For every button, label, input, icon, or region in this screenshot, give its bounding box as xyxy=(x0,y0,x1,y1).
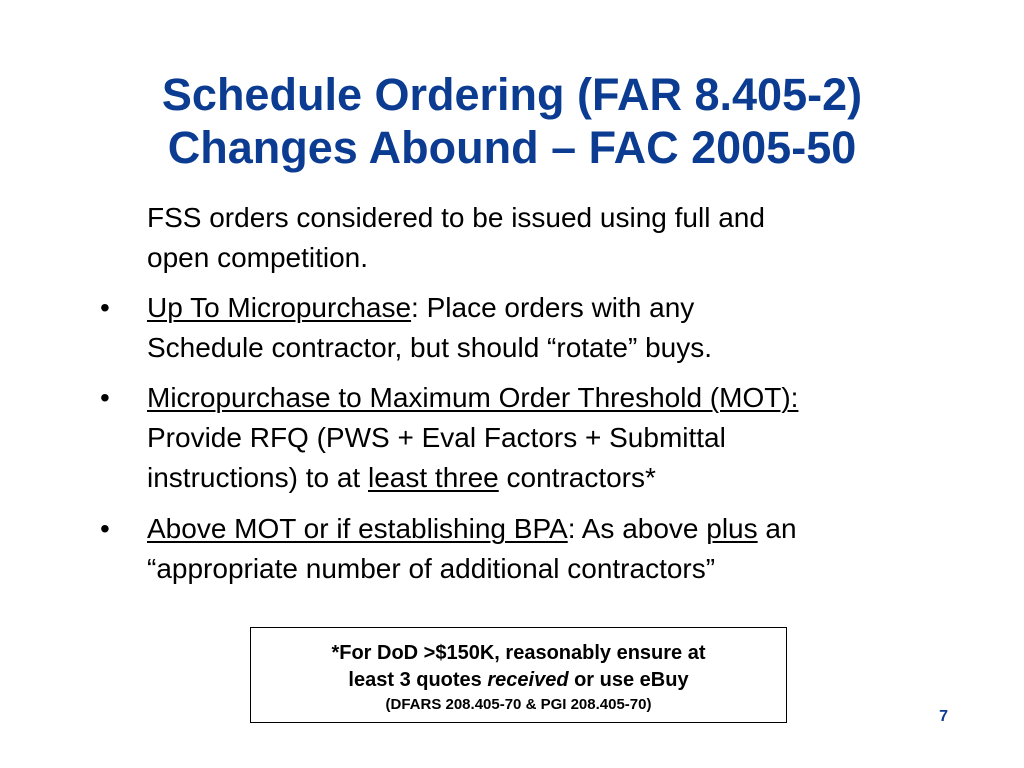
title-line-2: Changes Abound – FAC 2005-50 xyxy=(167,122,857,173)
note-line-2 xyxy=(251,667,786,694)
bullet-2-line-3-post: contractors* xyxy=(498,462,656,493)
slide-title xyxy=(0,68,1024,174)
bullet-1-line-2: Schedule contractor, but should “rotate” buys. xyxy=(147,332,712,363)
bullet-3-text-pre: : As above xyxy=(567,513,707,544)
bullet-1-term: Up To Micropurchase xyxy=(147,292,412,323)
note-citation: (DFARS 208.405-70 & PGI 208.405-70) xyxy=(385,696,652,713)
bullet-item-mot xyxy=(147,378,947,498)
bullet-2-line-3 xyxy=(147,458,947,498)
bullet-2-line-2: Provide RFQ (PWS + Eval Factors + Submittal xyxy=(147,422,726,453)
bullet-2-term: Micropurchase to Maximum Order Threshold (MOT): xyxy=(147,382,799,413)
title-line-1: Schedule Ordering (FAR 8.405-2) xyxy=(161,69,863,120)
footnote-box xyxy=(250,627,787,723)
page-number: 7 xyxy=(939,708,948,725)
bullet-marker: • xyxy=(100,513,110,544)
bullet-3-line-1 xyxy=(147,509,947,549)
intro-line-2: open competition. xyxy=(147,242,369,273)
note-line-2-post: or use eBuy xyxy=(568,669,689,691)
bullet-marker: • xyxy=(100,382,110,413)
bullet-2-line-1 xyxy=(147,378,947,418)
bullet-2-emphasis: least three xyxy=(367,462,499,493)
bullet-item-above-mot xyxy=(147,509,947,589)
bullet-1-line-1 xyxy=(147,288,947,328)
bullet-3-term: Above MOT or if establishing BPA xyxy=(147,513,568,544)
note-line-1: *For DoD >$150K, reasonably ensure at xyxy=(331,642,706,664)
bullet-item-micropurchase xyxy=(147,288,947,368)
note-line-2-pre: least 3 quotes xyxy=(348,669,488,691)
bullet-2-line-3-pre: instructions) to at xyxy=(147,462,368,493)
bullet-3-emphasis: plus xyxy=(706,513,758,544)
bullet-1-text: : Place orders with any xyxy=(411,292,695,323)
note-emphasis: received xyxy=(487,669,569,691)
bullet-marker: • xyxy=(100,292,110,323)
intro-paragraph xyxy=(147,198,947,278)
bullet-3-line-2: “appropriate number of additional contractors” xyxy=(147,553,716,584)
intro-line-1: FSS orders considered to be issued using full and xyxy=(147,202,765,233)
bullet-3-text-post: an xyxy=(757,513,797,544)
